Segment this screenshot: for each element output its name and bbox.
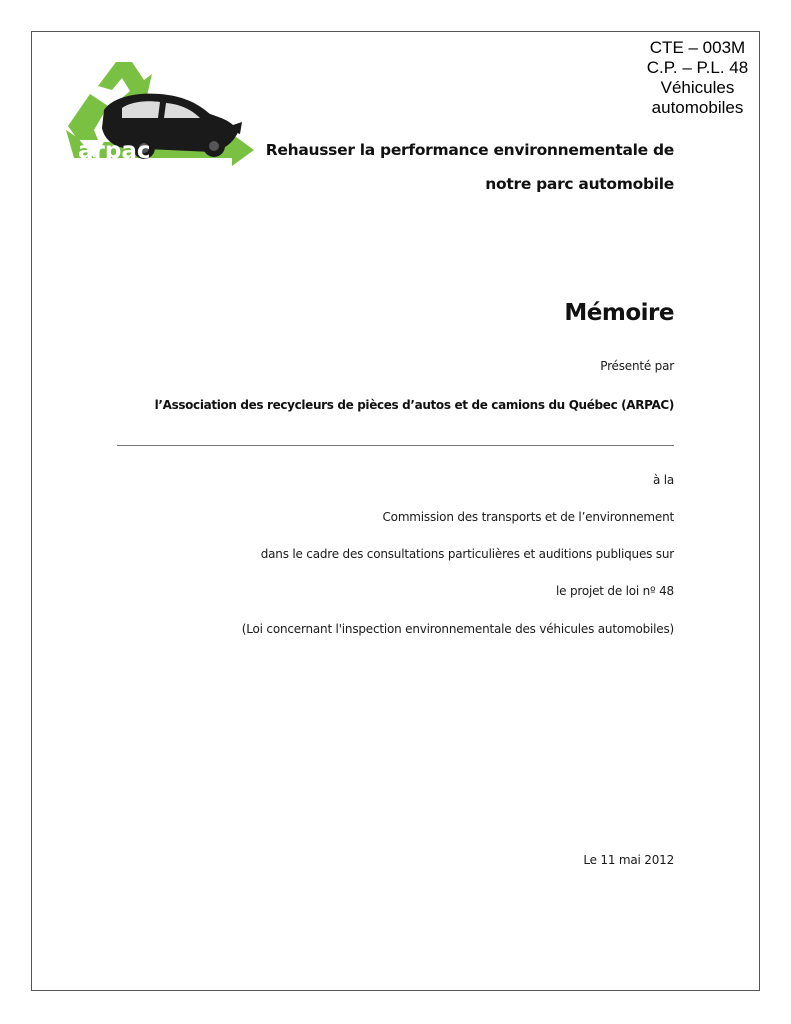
separator-line xyxy=(117,445,674,446)
title-line-1: Rehausser la performance environnementale de xyxy=(265,141,674,159)
bill-number: le projet de loi nº 48 xyxy=(556,584,674,598)
document-date: Le 11 mai 2012 xyxy=(583,853,674,867)
presented-by: Présenté par xyxy=(600,359,674,373)
context-text: dans le cadre des consultations particulières et auditions publiques sur xyxy=(260,547,674,561)
arpac-logo xyxy=(64,58,256,170)
document-reference xyxy=(610,38,785,118)
reference-subject-2: automobiles xyxy=(651,98,744,117)
commission-name: Commission des transports et de l’environnement xyxy=(382,510,674,524)
title-line-2: notre parc automobile xyxy=(485,175,674,193)
reference-subject-1: Véhicules xyxy=(660,78,735,97)
bill-title: (Loi concernant l'inspection environnementale des véhicules automobiles) xyxy=(241,622,674,636)
reference-bill: C.P. – P.L. 48 xyxy=(646,58,749,77)
association-name: l’Association des recycleurs de pièces d’autos et de camions du Québec (ARPAC) xyxy=(154,398,674,412)
logo-text: arpac xyxy=(78,138,151,164)
reference-code: CTE – 003M xyxy=(649,38,746,57)
document-type: Mémoire xyxy=(564,300,674,326)
recipient-label: à la xyxy=(652,473,674,487)
